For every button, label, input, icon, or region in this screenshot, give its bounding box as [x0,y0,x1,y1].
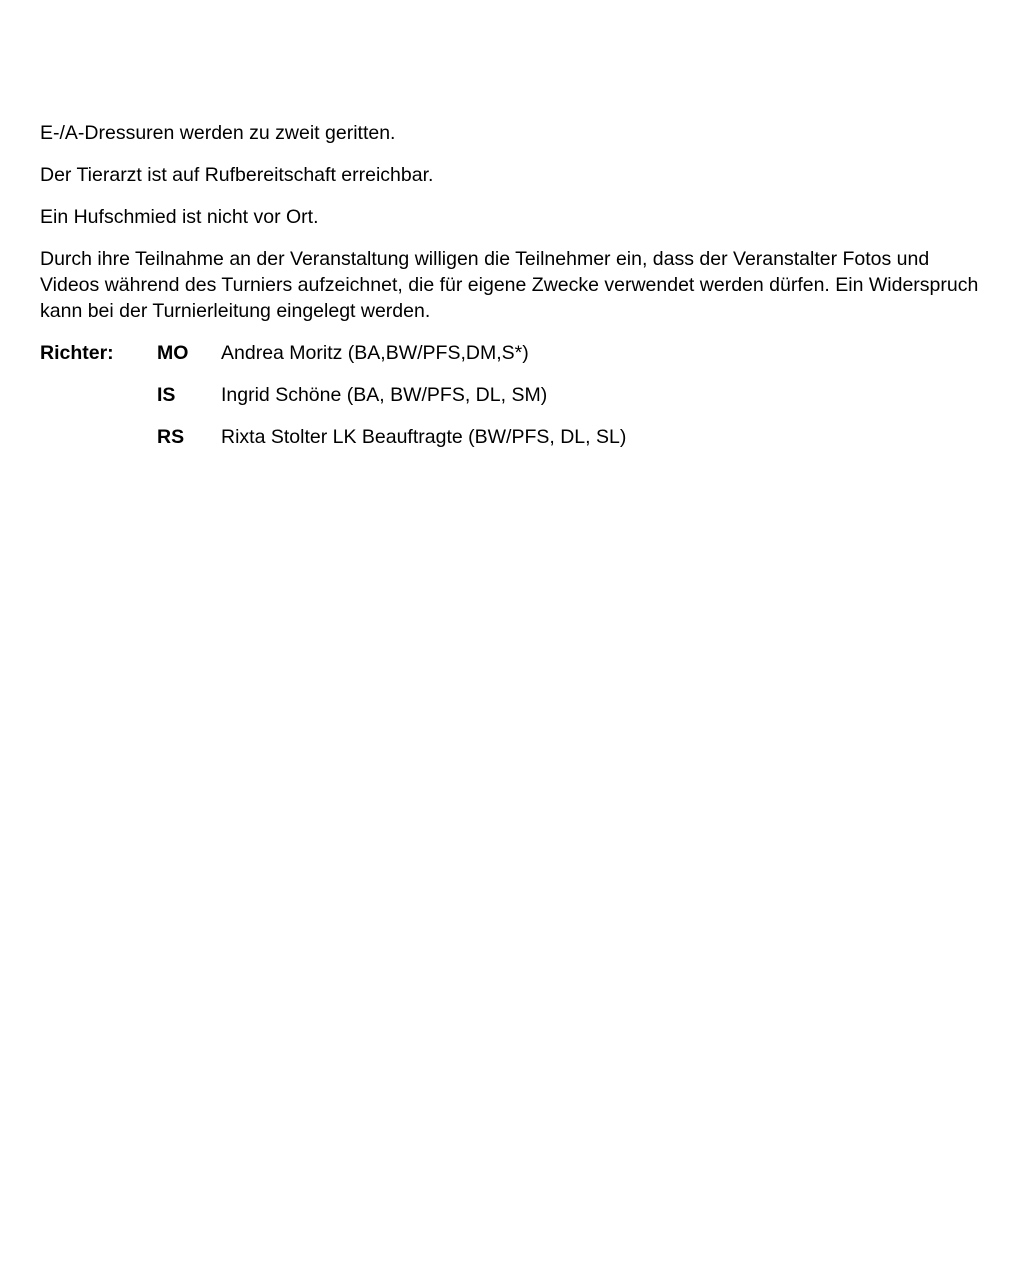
judges-section [40,340,990,450]
judge-code: MO [157,342,189,364]
judge-code: RS [157,426,185,448]
judge-code: IS [157,384,176,406]
judge-name: Andrea Moritz (BA,BW/PFS,DM,S*) [221,342,529,364]
judge-row [40,340,990,366]
judge-name: Rixta Stolter LK Beauftragte (BW/PFS, DL, SL) [221,426,627,448]
judges-label: Richter: [40,342,114,364]
paragraph-vet-info: Der Tierarzt ist auf Rufbereitschaft erreichbar. [40,164,434,186]
paragraph-dressage-info: E-/A-Dressuren werden zu zweit geritten. [40,122,396,144]
document-page [40,120,990,466]
judge-name: Ingrid Schöne (BA, BW/PFS, DL, SM) [221,384,548,406]
paragraph-farrier-info: Ein Hufschmied ist nicht vor Ort. [40,206,319,228]
paragraph-consent-info: Durch ihre Teilnahme an der Veranstaltung willigen die Teilnehmer ein, dass der Veranstalter Fotos und Videos während des Turniers aufzeichnet, die für eigene Zwecke verwendet werden dürfen. Ein Widerspruch kann bei der Turnierleitung eingelegt werden. [40,248,979,322]
judge-row [40,424,990,450]
judge-row [40,382,990,408]
